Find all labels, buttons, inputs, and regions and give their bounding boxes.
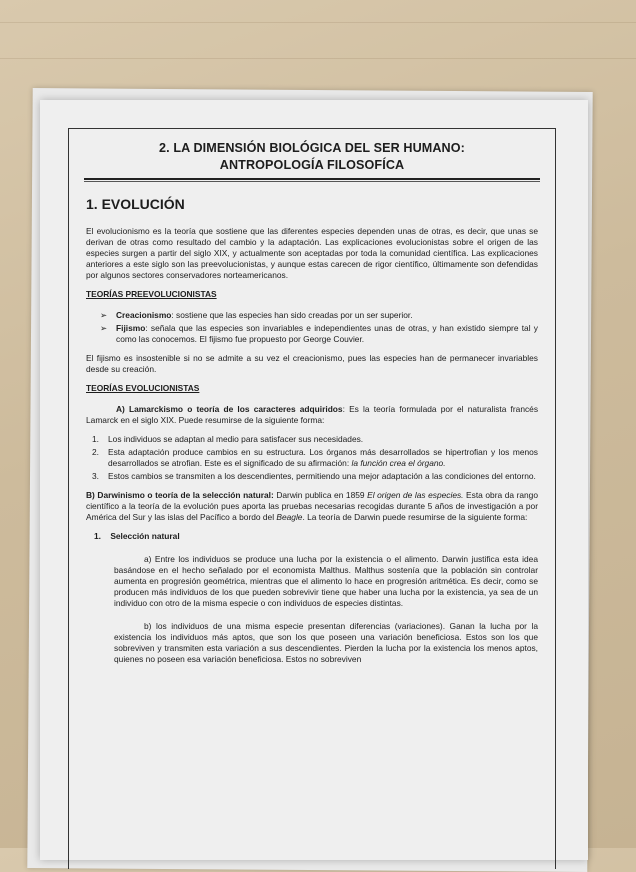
selection-title: Selección natural <box>110 531 180 541</box>
fijismo-paragraph: El fijismo es insostenible si no se admite a su vez el creacionismo, pues las especies han de permanecer invariables desde su creación. <box>86 353 538 374</box>
list-item <box>100 310 538 321</box>
header-line-2: ANTROPOLOGÍA FILOSOFÍCA <box>219 158 405 172</box>
arrow-bullet-icon: ➢ <box>100 323 108 333</box>
item-term: Fijismo <box>116 323 146 333</box>
header-line-1: 2. LA DIMENSIÓN BIOLÓGICA DEL SER HUMANO: <box>159 141 465 155</box>
list-item <box>100 323 538 345</box>
item-text: : sostiene que las especies han sido creadas por un ser superior. <box>171 310 413 320</box>
page-content <box>86 140 538 677</box>
header-rule-thin <box>84 181 540 182</box>
evolutionist-heading: TEORÍAS EVOLUCIONISTAS <box>86 383 200 393</box>
page-header <box>86 140 538 174</box>
darwin-text: Esta obra da rango científico a la teoría de la evolución pues aporta las pruebas necesarias recogidas durante 5 años de investigación a por América del Sur y las islas del Pacífico a bordo del <box>86 490 538 522</box>
darwin-book-title: El origen de las especies. <box>367 490 464 500</box>
preevolutionist-heading: TEORÍAS PREEVOLUCIONISTAS <box>86 289 217 299</box>
selection-heading <box>94 531 538 542</box>
list-item <box>86 447 538 469</box>
lamarck-title: A) Lamarckismo o teoría de los caracteres adquiridos <box>116 404 343 414</box>
arrow-bullet-icon: ➢ <box>100 310 108 320</box>
selection-number: 1. <box>94 531 101 541</box>
item-text: Los individuos se adaptan al medio para satisfacer sus necesidades. <box>108 434 364 444</box>
section-title: 1. EVOLUCIÓN <box>86 196 185 212</box>
list-item <box>86 471 538 482</box>
darwin-title: B) Darwinismo o teoría de la selección natural: <box>86 490 274 500</box>
darwin-text: Darwin publica en 1859 <box>273 490 368 500</box>
list-item <box>86 434 538 445</box>
item-text: Estos cambios se transmiten a los descendientes, permitiendo una mejor adaptación a las condiciones del entorno. <box>108 471 536 481</box>
lamarck-paragraph <box>86 404 538 426</box>
lamarck-text: : Es la teoría formulada por el naturalista francés Lamarck en el siglo XIX. Puede resumirse de la siguiente forma: <box>86 404 539 425</box>
selection-paragraph-b: b) los individuos de una misma especie presentan diferencias (variaciones). Ganan la lucha por la existencia los individuos más aptos, que son los que poseen una variación beneficiosa. Estos son los que sobreviven y transmiten esta variación a sus descendientes. Pierden la lucha por la existencia los menos aptos, quienes no poseen esa variación beneficiosa. Estos no sobreviven <box>114 621 538 664</box>
item-number: 2. <box>92 447 99 457</box>
preevolutionist-list <box>86 310 538 345</box>
header-rule <box>84 178 540 180</box>
item-italic: la función crea el órgano. <box>351 458 446 468</box>
item-text: : señala que las especies son invariables e independientes unas de otras, y han existido siempre tal y como las conocemos. El fijismo fue propuesto por George Couvier. <box>116 323 538 344</box>
document-page <box>40 100 588 860</box>
item-text: Esta adaptación produce cambios en su estructura. Los órganos más desarrollados se hipertrofian y los menos desarrollados se atrofian. Este es el significado de su afirmación: <box>108 447 538 468</box>
item-number: 1. <box>92 434 99 444</box>
item-term: Creacionismo <box>116 310 172 320</box>
darwin-paragraph <box>86 490 538 523</box>
lamarck-list <box>86 434 538 482</box>
darwin-text: . La teoría de Darwin puede resumirse de la siguiente forma: <box>302 512 528 522</box>
selection-paragraph-a: a) Entre los individuos se produce una lucha por la existencia o el alimento. Darwin justifica esta idea basándose en el hecho señalado por el economista Malthus. Malthus sostenía que la población sin controlar aumenta en progresión geométrica, mientras que el alimento lo hace en progresión aritmética. Es decir, como se producen más individuos de los que pueden sobrevivir tiene que haber una lucha por la existencia, ya sea de un individuo con otro de la misma especie o con individuos de especies distintas. <box>114 554 538 608</box>
ship-name: Beagle <box>276 512 303 522</box>
intro-paragraph: El evolucionismo es la teoría que sostiene que las diferentes especies dependen unas de otras, es decir, que unas se derivan de otras como resultado del cambio y la adaptación. Las explicaciones evolucionistas sobre el origen de las especies surgen a partir del siglo XIX, y actualmente son aceptadas por toda la comunidad científica. Las explicaciones anteriores a este siglo son las preevolucionistas, y aunque estas carecen de rigor científico, últimamente son defendidas por algunos sectores conservadores norteamericanos. <box>86 226 538 280</box>
item-number: 3. <box>92 471 99 481</box>
